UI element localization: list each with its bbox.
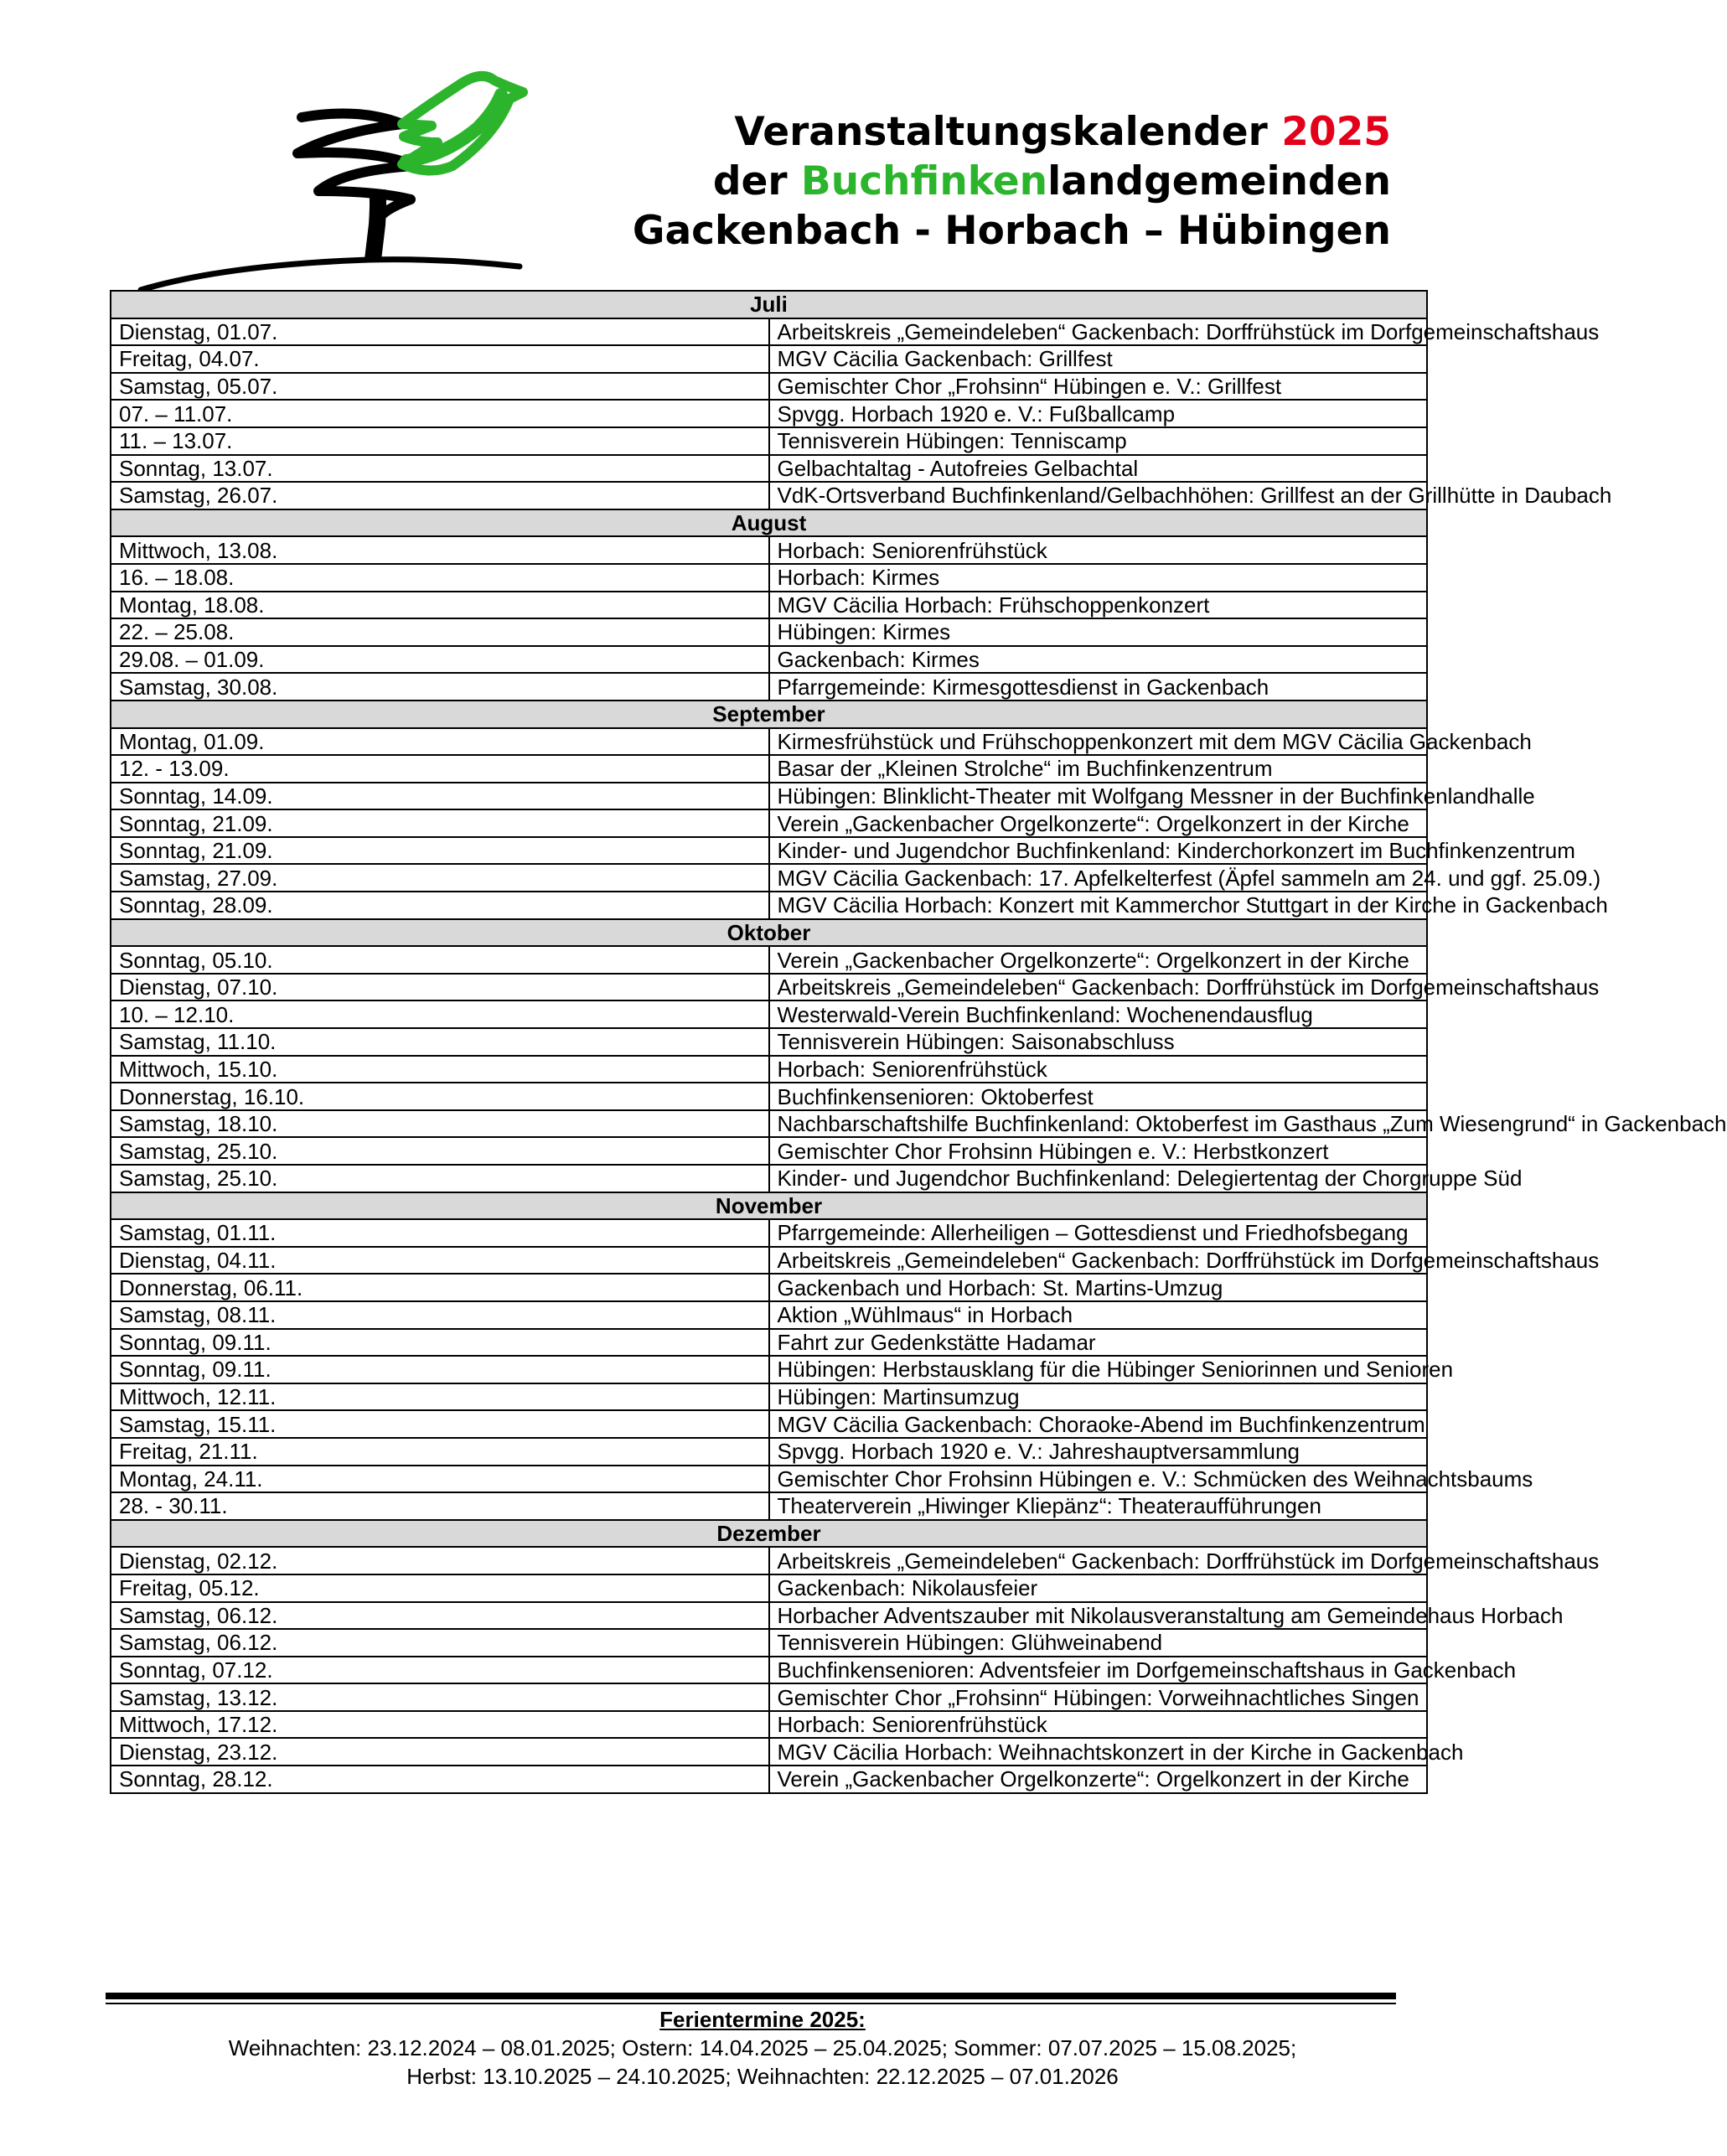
finch-tree-logo bbox=[126, 74, 561, 300]
event-description: Pfarrgemeinde: Kirmesgottesdienst in Gackenbach bbox=[769, 673, 1428, 701]
event-row bbox=[111, 1274, 1427, 1301]
event-date: Samstag, 05.07. bbox=[111, 373, 769, 401]
event-description: Verein „Gackenbacher Orgelkonzerte“: Orgelkonzert in der Kirche bbox=[769, 946, 1428, 974]
event-row bbox=[111, 1356, 1427, 1383]
event-row bbox=[111, 1383, 1427, 1411]
event-description: MGV Cäcilia Gackenbach: Choraoke-Abend im Buchfinkenzentrum bbox=[769, 1410, 1428, 1438]
footer-divider-thin bbox=[106, 2003, 1396, 2004]
event-description: Gackenbach: Nikolausfeier bbox=[769, 1574, 1428, 1602]
event-description: Arbeitskreis „Gemeindeleben“ Gackenbach: Dorffrühstück im Dorfgemeinschaftshaus bbox=[769, 1547, 1428, 1574]
event-date: Sonntag, 28.09. bbox=[111, 892, 769, 919]
event-row bbox=[111, 1165, 1427, 1192]
event-description: Horbach: Seniorenfrühstück bbox=[769, 536, 1428, 564]
event-date: Montag, 24.11. bbox=[111, 1466, 769, 1493]
event-description: Basar der „Kleinen Strolche“ im Buchfinkenzentrum bbox=[769, 755, 1428, 783]
event-row bbox=[111, 837, 1427, 865]
event-calendar-table bbox=[110, 290, 1727, 1794]
event-row bbox=[111, 1410, 1427, 1438]
event-date: Sonntag, 05.10. bbox=[111, 946, 769, 974]
event-row bbox=[111, 1438, 1427, 1466]
event-date: Samstag, 13.12. bbox=[111, 1683, 769, 1711]
event-description: Horbach: Kirmes bbox=[769, 564, 1428, 592]
event-row bbox=[111, 1738, 1427, 1766]
event-description: Spvgg. Horbach 1920 e. V.: Fußballcamp bbox=[769, 400, 1428, 427]
event-row bbox=[111, 1466, 1427, 1493]
month-header-row bbox=[111, 1192, 1427, 1220]
page-header bbox=[633, 107, 1391, 256]
holiday-title: Ferientermine 2025: bbox=[659, 2007, 866, 2032]
event-date: Mittwoch, 17.12. bbox=[111, 1711, 769, 1739]
event-row bbox=[111, 864, 1427, 892]
event-description: Theaterverein „Hiwinger Kliepänz“: Theateraufführungen bbox=[769, 1492, 1428, 1520]
event-description: Kirmesfrühstück und Frühschoppenkonzert mit dem MGV Cäcilia Gackenbach bbox=[769, 728, 1428, 756]
event-description: Tennisverein Hübingen: Saisonabschluss bbox=[769, 1028, 1428, 1056]
event-description: Hübingen: Kirmes bbox=[769, 618, 1428, 646]
event-description: Gemischter Chor Frohsinn Hübingen e. V.: Herbstkonzert bbox=[769, 1137, 1428, 1165]
event-date: 12. - 13.09. bbox=[111, 755, 769, 783]
event-description: Kinder- und Jugendchor Buchfinkenland: Kinderchorkonzert im Buchfinkenzentrum bbox=[769, 837, 1428, 865]
event-date: Samstag, 15.11. bbox=[111, 1410, 769, 1438]
event-row bbox=[111, 1329, 1427, 1357]
month-header-row bbox=[111, 291, 1427, 318]
event-description: Horbacher Adventszauber mit Nikolausveranstaltung am Gemeindehaus Horbach bbox=[769, 1602, 1428, 1630]
header-buchfinken: Buchfinken bbox=[800, 158, 1048, 204]
event-description: Buchfinkensenioren: Oktoberfest bbox=[769, 1083, 1428, 1110]
event-description: Hübingen: Blinklicht-Theater mit Wolfgang Messner in der Buchfinkenlandhalle bbox=[769, 783, 1428, 810]
event-row bbox=[111, 892, 1427, 919]
event-description: Gemischter Chor „Frohsinn“ Hübingen e. V.: Grillfest bbox=[769, 373, 1428, 401]
event-date: Dienstag, 04.11. bbox=[111, 1247, 769, 1274]
event-date: Mittwoch, 13.08. bbox=[111, 536, 769, 564]
event-description: Verein „Gackenbacher Orgelkonzerte“: Orgelkonzert in der Kirche bbox=[769, 809, 1428, 837]
event-description: Tennisverein Hübingen: Tenniscamp bbox=[769, 427, 1428, 455]
event-date: Mittwoch, 12.11. bbox=[111, 1383, 769, 1411]
event-date: Sonntag, 13.07. bbox=[111, 455, 769, 483]
event-description: Hübingen: Herbstausklang für die Hübinger Seniorinnen und Senioren bbox=[769, 1356, 1428, 1383]
event-date: Freitag, 04.07. bbox=[111, 345, 769, 373]
event-row bbox=[111, 1629, 1427, 1657]
event-row bbox=[111, 1247, 1427, 1274]
event-row bbox=[111, 318, 1427, 346]
month-header-row bbox=[111, 701, 1427, 728]
event-row bbox=[111, 1219, 1427, 1247]
event-row bbox=[111, 536, 1427, 564]
event-description: Gelbachtaltag - Autofreies Gelbachtal bbox=[769, 455, 1428, 483]
event-date: Samstag, 26.07. bbox=[111, 482, 769, 509]
event-description: Gackenbach und Horbach: St. Martins-Umzug bbox=[769, 1274, 1428, 1301]
event-date: Dienstag, 23.12. bbox=[111, 1738, 769, 1766]
event-row bbox=[111, 809, 1427, 837]
event-row bbox=[111, 592, 1427, 619]
event-date: Donnerstag, 06.11. bbox=[111, 1274, 769, 1301]
tree-branches bbox=[297, 114, 415, 225]
event-row bbox=[111, 1056, 1427, 1083]
event-description: Aktion „Wühlmaus“ in Horbach bbox=[769, 1301, 1428, 1329]
event-description: Gemischter Chor „Frohsinn“ Hübingen: Vorweihnachtliches Singen bbox=[769, 1683, 1428, 1711]
event-date: 11. – 13.07. bbox=[111, 427, 769, 455]
month-name: Oktober bbox=[111, 919, 1427, 947]
event-date: Montag, 18.08. bbox=[111, 592, 769, 619]
event-row bbox=[111, 1711, 1427, 1739]
event-row bbox=[111, 783, 1427, 810]
event-description: Spvgg. Horbach 1920 e. V.: Jahreshauptversammlung bbox=[769, 1438, 1428, 1466]
event-description: VdK-Ortsverband Buchfinkenland/Gelbachhöhen: Grillfest an der Grillhütte in Daubach bbox=[769, 482, 1428, 509]
event-date: Sonntag, 14.09. bbox=[111, 783, 769, 810]
event-row bbox=[111, 618, 1427, 646]
event-date: Samstag, 11.10. bbox=[111, 1028, 769, 1056]
event-description: Arbeitskreis „Gemeindeleben“ Gackenbach: Dorffrühstück im Dorfgemeinschaftshaus bbox=[769, 974, 1428, 1001]
event-date: 07. – 11.07. bbox=[111, 400, 769, 427]
event-description: Verein „Gackenbacher Orgelkonzerte“: Orgelkonzert in der Kirche bbox=[769, 1766, 1428, 1793]
month-header-row bbox=[111, 919, 1427, 947]
event-date: Sonntag, 07.12. bbox=[111, 1657, 769, 1684]
event-description: Gackenbach: Kirmes bbox=[769, 646, 1428, 674]
event-date: 22. – 25.08. bbox=[111, 618, 769, 646]
holiday-line-1: Weihnachten: 23.12.2024 – 08.01.2025; Ostern: 14.04.2025 – 25.04.2025; Sommer: 07.07.2025 – 15.08.2025; bbox=[228, 2035, 1297, 2060]
holiday-footer bbox=[0, 2005, 1525, 2091]
event-date: Dienstag, 02.12. bbox=[111, 1547, 769, 1574]
event-date: Sonntag, 09.11. bbox=[111, 1356, 769, 1383]
event-date: Mittwoch, 15.10. bbox=[111, 1056, 769, 1083]
event-row bbox=[111, 1602, 1427, 1630]
event-date: Samstag, 18.10. bbox=[111, 1110, 769, 1138]
event-description: Arbeitskreis „Gemeindeleben“ Gackenbach: Dorffrühstück im Dorfgemeinschaftshaus bbox=[769, 318, 1428, 346]
month-name: August bbox=[111, 509, 1427, 537]
event-row bbox=[111, 455, 1427, 483]
month-header-row bbox=[111, 509, 1427, 537]
event-row bbox=[111, 373, 1427, 401]
event-date: Freitag, 21.11. bbox=[111, 1438, 769, 1466]
event-row bbox=[111, 946, 1427, 974]
event-description: MGV Cäcilia Gackenbach: 17. Apfelkelterfest (Äpfel sammeln am 24. und ggf. 25.09.) bbox=[769, 864, 1428, 892]
event-date: Samstag, 08.11. bbox=[111, 1301, 769, 1329]
event-description: MGV Cäcilia Horbach: Weihnachtskonzert in der Kirche in Gackenbach bbox=[769, 1738, 1428, 1766]
event-date: Dienstag, 01.07. bbox=[111, 318, 769, 346]
event-date: Montag, 01.09. bbox=[111, 728, 769, 756]
event-row bbox=[111, 1301, 1427, 1329]
event-description: Gemischter Chor Frohsinn Hübingen e. V.: Schmücken des Weihnachtsbaums bbox=[769, 1466, 1428, 1493]
event-date: Samstag, 06.12. bbox=[111, 1602, 769, 1630]
event-date: Samstag, 25.10. bbox=[111, 1137, 769, 1165]
event-row bbox=[111, 1657, 1427, 1684]
event-row bbox=[111, 564, 1427, 592]
event-date: Samstag, 27.09. bbox=[111, 864, 769, 892]
header-title-line2: der Buchfinkenlandgemeinden bbox=[712, 158, 1391, 204]
event-row bbox=[111, 1766, 1427, 1793]
event-description: Nachbarschaftshilfe Buchfinkenland: Oktoberfest im Gasthaus „Zum Wiesengrund“ in Gackenbach bbox=[769, 1110, 1428, 1138]
event-row bbox=[111, 400, 1427, 427]
event-row bbox=[111, 1083, 1427, 1110]
event-date: Samstag, 25.10. bbox=[111, 1165, 769, 1192]
event-row bbox=[111, 1683, 1427, 1711]
ground-line bbox=[141, 260, 520, 290]
header-title-line1: Veranstaltungskalender 2025 bbox=[734, 109, 1391, 155]
event-description: Arbeitskreis „Gemeindeleben“ Gackenbach: Dorffrühstück im Dorfgemeinschaftshaus bbox=[769, 1247, 1428, 1274]
event-description: Horbach: Seniorenfrühstück bbox=[769, 1056, 1428, 1083]
event-row bbox=[111, 482, 1427, 509]
header-title-line3: Gackenbach - Horbach – Hübingen bbox=[632, 208, 1391, 254]
event-row bbox=[111, 728, 1427, 756]
footer-divider-thick bbox=[106, 1993, 1396, 1999]
event-date: Sonntag, 21.09. bbox=[111, 809, 769, 837]
month-header-row bbox=[111, 1520, 1427, 1548]
event-row bbox=[111, 1110, 1427, 1138]
event-row bbox=[111, 1000, 1427, 1028]
event-date: Samstag, 30.08. bbox=[111, 673, 769, 701]
event-date: 10. – 12.10. bbox=[111, 1000, 769, 1028]
event-row bbox=[111, 1492, 1427, 1520]
event-date: Sonntag, 28.12. bbox=[111, 1766, 769, 1793]
month-name: November bbox=[111, 1192, 1427, 1220]
month-name: September bbox=[111, 701, 1427, 728]
event-date: 28. - 30.11. bbox=[111, 1492, 769, 1520]
event-row bbox=[111, 1137, 1427, 1165]
event-date: Dienstag, 07.10. bbox=[111, 974, 769, 1001]
event-description: Pfarrgemeinde: Allerheiligen – Gottesdienst und Friedhofsbegang bbox=[769, 1219, 1428, 1247]
event-description: Westerwald-Verein Buchfinkenland: Wochenendausflug bbox=[769, 1000, 1428, 1028]
event-date: Samstag, 06.12. bbox=[111, 1629, 769, 1657]
holiday-line-2: Herbst: 13.10.2025 – 24.10.2025; Weihnachten: 22.12.2025 – 07.01.2026 bbox=[406, 2064, 1119, 2089]
header-year: 2025 bbox=[1281, 109, 1391, 155]
event-date: Samstag, 01.11. bbox=[111, 1219, 769, 1247]
event-row bbox=[111, 427, 1427, 455]
event-description: Tennisverein Hübingen: Glühweinabend bbox=[769, 1629, 1428, 1657]
month-name: Dezember bbox=[111, 1520, 1427, 1548]
event-date: Freitag, 05.12. bbox=[111, 1574, 769, 1602]
event-description: MGV Cäcilia Gackenbach: Grillfest bbox=[769, 345, 1428, 373]
event-row bbox=[111, 1574, 1427, 1602]
event-description: Buchfinkensenioren: Adventsfeier im Dorfgemeinschaftshaus in Gackenbach bbox=[769, 1657, 1428, 1684]
event-description: Hübingen: Martinsumzug bbox=[769, 1383, 1428, 1411]
event-date: Sonntag, 21.09. bbox=[111, 837, 769, 865]
event-row bbox=[111, 673, 1427, 701]
event-row bbox=[111, 345, 1427, 373]
month-name: Juli bbox=[111, 291, 1427, 318]
event-row bbox=[111, 646, 1427, 674]
event-description: MGV Cäcilia Horbach: Konzert mit Kammerchor Stuttgart in der Kirche in Gackenbach bbox=[769, 892, 1428, 919]
event-date: Sonntag, 09.11. bbox=[111, 1329, 769, 1357]
event-description: Horbach: Seniorenfrühstück bbox=[769, 1711, 1428, 1739]
event-date: Donnerstag, 16.10. bbox=[111, 1083, 769, 1110]
event-date: 29.08. – 01.09. bbox=[111, 646, 769, 674]
event-description: MGV Cäcilia Horbach: Frühschoppenkonzert bbox=[769, 592, 1428, 619]
event-row bbox=[111, 755, 1427, 783]
event-date: 16. – 18.08. bbox=[111, 564, 769, 592]
event-row bbox=[111, 974, 1427, 1001]
event-row bbox=[111, 1028, 1427, 1056]
event-description: Fahrt zur Gedenkstätte Hadamar bbox=[769, 1329, 1428, 1357]
event-row bbox=[111, 1547, 1427, 1574]
event-description: Kinder- und Jugendchor Buchfinkenland: Delegiertentag der Chorgruppe Süd bbox=[769, 1165, 1428, 1192]
